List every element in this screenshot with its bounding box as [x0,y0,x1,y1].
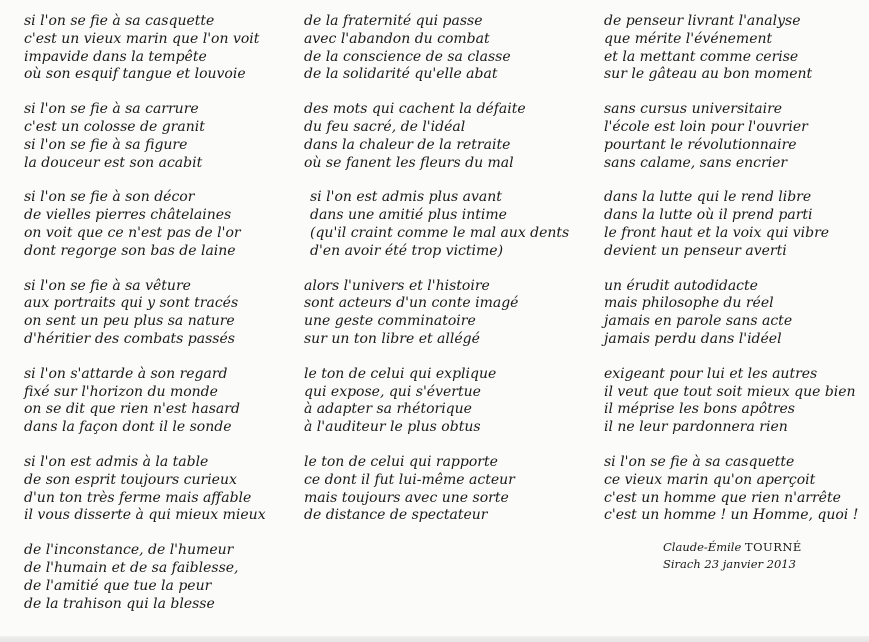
verse-line: (qu'il craint comme le mal aux dents [310,224,570,241]
verse-line: sur un ton libre et allégé [304,330,480,347]
stanza [604,454,866,525]
stanza [24,366,294,437]
verse-line: qui expose, qui s'évertue [304,383,481,400]
verse-line: c'est un vieux marin que l'on voit [24,30,260,47]
verse-line: pourtant le révolutionnaire [604,136,797,153]
verse-line: de la conscience de sa classe [304,48,511,65]
verse-line: fixé sur l'horizon du monde [24,383,218,400]
verse-line: du feu sacré, de l'idéal [304,118,466,135]
verse-line: sont acteurs d'un conte imagé [304,295,519,312]
place-date: Sirach 23 janvier 2013 [663,557,796,571]
stanza [604,101,866,172]
verse-line: de l'amitié que tue la peur [24,577,212,594]
verse-line: sans cursus universitaire [604,101,783,118]
poem-column-3 [604,13,866,542]
verse-line: il vous disserte à qui mieux mieux [24,507,266,524]
verse-line: le ton de celui qui rapporte [304,453,498,470]
poem-column-2 [304,13,589,542]
verse-line: la douceur est son acabit [24,154,203,171]
verse-line: si l'on se fie à sa vêture [24,277,191,294]
verse-line: jamais en parole sans acte [604,313,793,330]
verse-line: devient un penseur averti [604,242,787,259]
verse-line: dans la chaleur de la retraite [304,136,511,153]
verse-line: des mots qui cachent la défaite [304,101,526,118]
verse-line: si l'on est admis plus avant [310,189,502,206]
verse-line: que mérite l'événement [604,30,773,47]
poem-column-1 [24,13,294,630]
verse-line: et la mettant comme cerise [604,48,799,65]
verse-line: c'est un homme ! un Homme, quoi ! [604,507,859,524]
verse-line: de distance de spectateur [304,507,488,524]
stanza [24,542,294,613]
verse-line: exigeant pour lui et les autres [604,365,818,382]
verse-line: sur le gâteau au bon moment [604,66,813,83]
verse-line: si l'on se fie à sa carrure [24,101,199,118]
verse-line: si l'on se fie à sa figure [24,136,188,153]
verse-line: si l'on se fie à son décor [24,189,195,206]
verse-line: de penseur livrant l'analyse [604,13,801,29]
author-first-name: Claude-Émile [663,540,742,554]
verse-line: ce vieux marin qu'on aperçoit [604,471,816,488]
verse-line: le front haut et la voix qui vibre [604,224,830,241]
verse-line: dans la lutte qui le rend libre [604,189,812,206]
verse-line: de la fraternité qui passe [304,13,483,29]
stanza [604,13,866,84]
verse-line: si l'on se fie à sa casquette [24,13,215,29]
verse-line: l'école est loin pour l'ouvrier [604,118,808,135]
verse-line: il méprise les bons apôtres [604,401,795,418]
stanza [24,454,294,525]
verse-line: d'un ton très ferme mais affable [24,489,252,506]
verse-line: c'est un colosse de granit [24,118,205,135]
verse-line: de la solidarité qu'elle abat [304,66,498,83]
author-name [663,539,802,556]
author-surname: TOURNÉ [744,540,802,554]
verse-line: aux portraits qui y sont tracés [24,295,239,312]
verse-line: dans une amitié plus intime [310,207,507,224]
stanza [24,278,294,349]
verse-line: à adapter sa rhétorique [304,401,472,418]
verse-line: jamais perdu dans l'idéel [604,330,782,347]
stanza [24,101,294,172]
verse-line: c'est un homme que rien n'arrête [604,489,841,506]
stanza [304,13,589,84]
stanza [24,189,294,260]
verse-line: il veut que tout soit mieux que bien [604,383,856,400]
stanza [304,189,589,260]
verse-line: où son esquif tangue et louvoie [24,66,246,83]
verse-line: on voit que ce n'est pas de l'or [24,224,241,241]
verse-line: on se dit que rien n'est hasard [24,401,240,418]
verse-line: impavide dans la tempête [24,48,207,65]
stanza [24,13,294,84]
verse-line: où se fanent les fleurs du mal [304,154,514,171]
signature [663,539,802,573]
verse-line: une geste comminatoire [304,313,476,330]
verse-line: il ne leur pardonnera rien [604,419,788,436]
verse-line: un érudit autodidacte [604,277,758,294]
verse-line: d'héritier des combats passés [24,330,235,347]
verse-line: si l'on s'attarde à son regard [24,365,228,382]
verse-line: de la trahison qui la blesse [24,595,215,612]
stanza [304,366,589,437]
verse-line: si l'on se fie à sa casquette [604,453,795,470]
stanza [304,101,589,172]
verse-line: sans calame, sans encrier [604,154,788,171]
stanza [604,366,866,437]
verse-line: à l'auditeur le plus obtus [304,419,481,436]
verse-line: d'en avoir été trop victime) [310,242,504,259]
verse-line: si l'on est admis à la table [24,453,209,470]
verse-line: dans la lutte où il prend parti [604,207,813,224]
stanza [304,454,589,525]
verse-line: de l'humain et de sa faiblesse, [24,559,239,576]
verse-line: mais philosophe du réel [604,295,774,312]
verse-line: alors l'univers et l'histoire [304,277,490,294]
stanza [604,278,866,349]
verse-line: dans la façon dont il le sonde [24,419,232,436]
stanza [304,278,589,349]
verse-line: dont regorge son bas de laine [24,242,236,259]
verse-line: ce dont il fut lui-même acteur [304,471,515,488]
verse-line: on sent un peu plus sa nature [24,313,235,330]
paper-edge [0,636,869,642]
verse-line: mais toujours avec une sorte [304,489,509,506]
verse-line: de son esprit toujours curieux [24,471,237,488]
verse-line: de vielles pierres châtelaines [24,207,232,224]
stanza [604,189,866,260]
verse-line: de l'inconstance, de l'humeur [24,542,234,559]
verse-line: le ton de celui qui explique [304,365,497,382]
verse-line: avec l'abandon du combat [304,30,490,47]
